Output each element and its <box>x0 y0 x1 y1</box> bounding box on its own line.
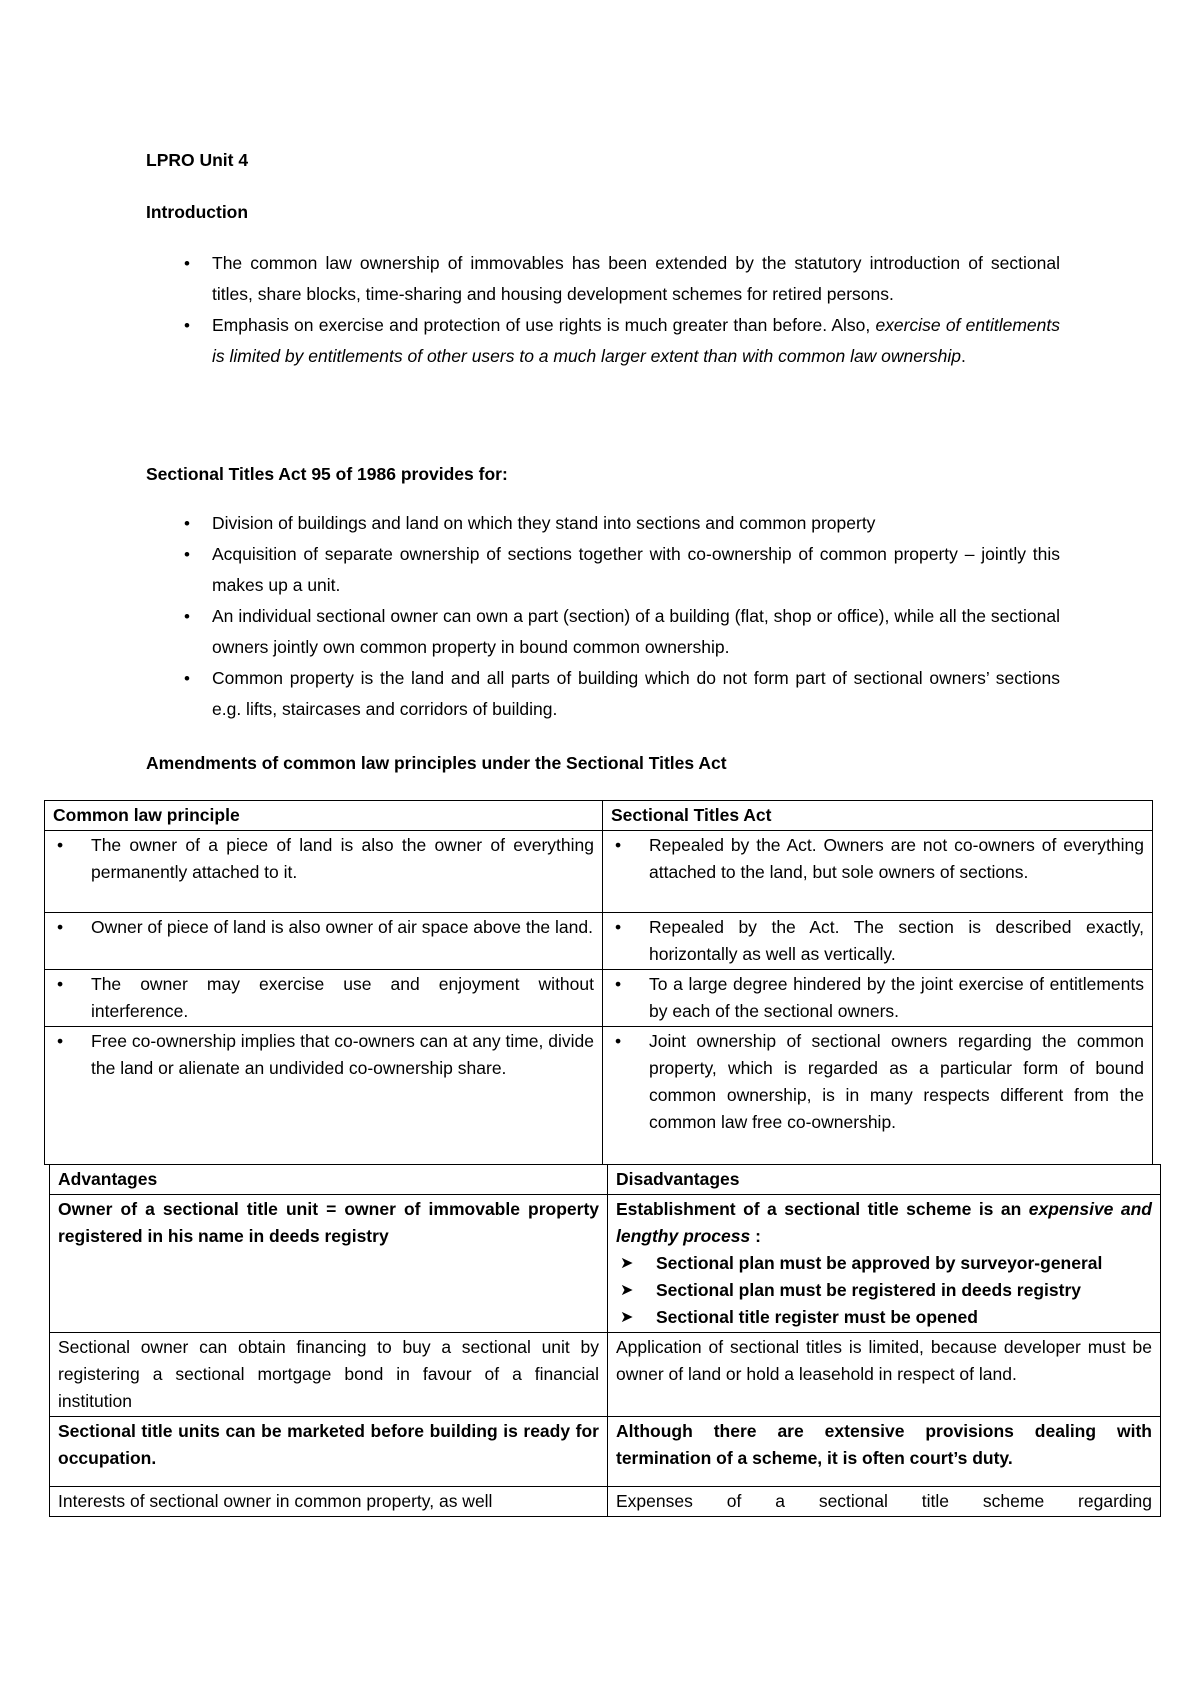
table-row <box>45 913 1153 970</box>
page-title: LPRO Unit 4 <box>146 150 249 170</box>
arrow-list-item: ➤ Sectional plan must be registered in deeds registry <box>616 1277 1152 1304</box>
introduction-heading: Introduction <box>146 202 249 222</box>
introduction-list <box>146 248 1060 372</box>
cell-text: Establishment of a sectional title scheme is an <box>616 1199 1029 1219</box>
table-cell: Although there are extensive provisions dealing with termination of a scheme, it is often court’s duty. <box>608 1417 1161 1487</box>
table-cell <box>45 970 603 1027</box>
table-cell <box>603 831 1153 913</box>
amendments-heading: Amendments of common law principles under the Sectional Titles Act <box>146 753 727 773</box>
table-cell: Application of sectional titles is limited, because developer must be owner of land or hold a leasehold in respect of land. <box>608 1333 1161 1417</box>
sectional-titles-list <box>146 508 1060 725</box>
cell-italic-text: expensive and lengthy process <box>616 1199 1152 1246</box>
cell-bullet: • Owner of piece of land is also owner of air space above the land. <box>53 914 594 941</box>
column-header: Common law principle <box>45 801 603 831</box>
list-item <box>146 310 1060 372</box>
table-row <box>50 1333 1161 1417</box>
list-item-text-end: . <box>960 346 966 366</box>
list-item: • Common property is the land and all parts of building which do not form part of sectional owners’ sections e.g. lifts, staircases and corridors of building. <box>146 663 1060 725</box>
column-header: Advantages <box>50 1165 608 1195</box>
cell-text-end: : <box>750 1226 761 1246</box>
table-row <box>50 1417 1161 1487</box>
cell-bullet: • The owner may exercise use and enjoyment without interference. <box>53 971 594 1025</box>
table-cell: Sectional title units can be marketed before building is ready for occupation. <box>50 1417 608 1487</box>
cell-bullet: • Repealed by the Act. Owners are not co-owners of everything attached to the land, but sole owners of sections. <box>611 832 1144 886</box>
table-cell <box>45 1027 603 1165</box>
cell-bullet: • Free co-ownership implies that co-owners can at any time, divide the land or alienate an undivided co-ownership share. <box>53 1028 594 1082</box>
table-cell <box>603 970 1153 1027</box>
table-row <box>50 1195 1161 1333</box>
list-item <box>146 248 1060 310</box>
amendments-table <box>44 800 1153 1165</box>
list-item-text: Emphasis on exercise and protection of use rights is much greater than before. Also, <box>212 315 876 335</box>
list-item: • Acquisition of separate ownership of sections together with co-ownership of common property – jointly this makes up a unit. <box>146 539 1060 601</box>
table-header-row <box>45 801 1153 831</box>
table-row <box>45 831 1153 913</box>
table-cell <box>45 913 603 970</box>
cell-bullet: • Repealed by the Act. The section is described exactly, horizontally as well as vertically. <box>611 914 1144 968</box>
list-item-text: The common law ownership of immovables has been extended by the statutory introduction of sectional titles, share blocks, time-sharing and housing development schemes for retired persons. <box>212 253 1060 304</box>
list-item: • An individual sectional owner can own a part (section) of a building (flat, shop or office), while all the sectional owners jointly own common property in bound common ownership. <box>146 601 1060 663</box>
table-header-row <box>50 1165 1161 1195</box>
sectional-titles-heading: Sectional Titles Act 95 of 1986 provides for: <box>146 464 508 484</box>
table-row <box>45 970 1153 1027</box>
list-item: • Division of buildings and land on which they stand into sections and common property <box>146 508 1060 539</box>
table-cell: Expenses of a sectional title scheme regarding <box>608 1487 1161 1517</box>
cell-bullet: • The owner of a piece of land is also the owner of everything permanently attached to it. <box>53 832 594 886</box>
column-header: Disadvantages <box>608 1165 1161 1195</box>
advantages-table <box>49 1164 1161 1517</box>
arrow-list-item: ➤ Sectional plan must be approved by surveyor-general <box>616 1250 1152 1277</box>
table-row <box>45 1027 1153 1165</box>
table-cell: Interests of sectional owner in common property, as well <box>50 1487 608 1517</box>
column-header: Sectional Titles Act <box>603 801 1153 831</box>
table-cell: Sectional owner can obtain financing to buy a sectional unit by registering a sectional mortgage bond in favour of a financial institution <box>50 1333 608 1417</box>
table-cell <box>603 1027 1153 1165</box>
table-cell <box>45 831 603 913</box>
table-cell <box>603 913 1153 970</box>
table-cell <box>608 1195 1161 1333</box>
table-cell: Owner of a sectional title unit = owner of immovable property registered in his name in deeds registry <box>50 1195 608 1333</box>
list-item-italic-text: exercise of entitlements is limited by entitlements of other users to a much larger extent than with common law ownership <box>212 315 1060 366</box>
table-row <box>50 1487 1161 1517</box>
cell-bullet: • Joint ownership of sectional owners regarding the common property, which is regarded as a particular form of bound common ownership, is in many respects different from the common law free co-ownership. <box>611 1028 1144 1136</box>
arrow-list-item: ➤ Sectional title register must be opened <box>616 1304 1152 1331</box>
cell-bullet: • To a large degree hindered by the joint exercise of entitlements by each of the sectional owners. <box>611 971 1144 1025</box>
